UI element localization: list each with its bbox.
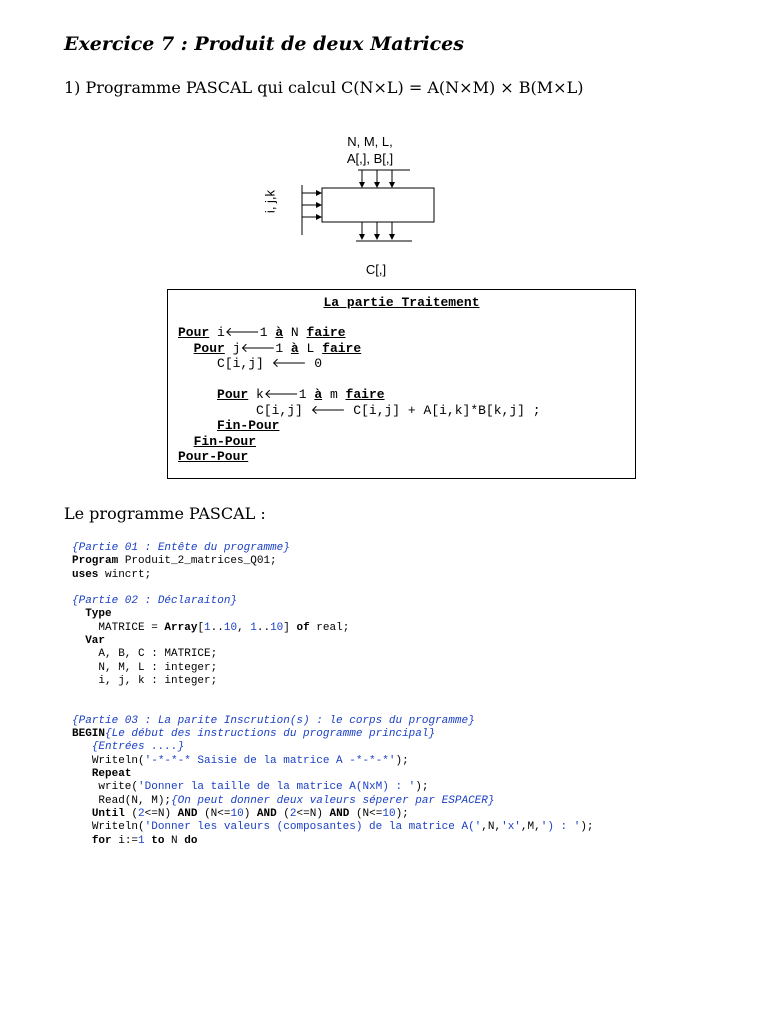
kw-pour: Pour xyxy=(178,325,210,340)
kw-pour: Pour xyxy=(193,340,225,356)
algo-text: k xyxy=(248,387,264,402)
code-keyword: for xyxy=(91,834,112,847)
code-number: 10 xyxy=(223,621,238,634)
code-text: (N<= xyxy=(197,807,231,820)
code-text: i:= xyxy=(111,834,139,847)
code-number: 10 xyxy=(382,807,396,820)
kw-a: à xyxy=(290,340,299,356)
algo-text: C[i,j] xyxy=(256,402,311,418)
kw-a: à xyxy=(314,387,323,402)
code-text: ); xyxy=(395,807,409,820)
code-comment: {Partie 03 : La parite Inscrution(s) : le corps du programme} xyxy=(72,714,475,727)
diagram-inputs-line1: N, M, L, xyxy=(347,134,393,149)
code-string: ') : ' xyxy=(540,821,581,834)
code-text: ] xyxy=(283,621,297,634)
code-text: ( xyxy=(124,807,139,820)
code-number: 1 xyxy=(204,621,211,634)
code-text: ( xyxy=(276,807,290,820)
code-keyword: AND xyxy=(256,807,277,820)
code-text: Writeln( xyxy=(91,754,145,767)
diagram-output-label: C[,] xyxy=(365,262,387,277)
code-number: 1 xyxy=(138,834,145,847)
code-number: 2 xyxy=(289,807,297,820)
kw-pour: Pour xyxy=(217,387,249,402)
algo-text: N xyxy=(283,325,307,340)
algo-text: 1 xyxy=(298,387,315,402)
algo-text: 1 xyxy=(275,340,291,356)
kw-faire: faire xyxy=(345,387,385,402)
code-keyword: AND xyxy=(329,807,350,820)
treatment-title: La partie Traitement xyxy=(323,295,480,310)
kw-fin-pour: Fin-Pour xyxy=(193,433,257,449)
code-keyword: Var xyxy=(85,635,106,648)
code-string: 'Donner la taille de la matrice A(NxM) : ' xyxy=(138,781,416,794)
code-text: ,M, xyxy=(520,821,541,834)
code-keyword: Program xyxy=(72,555,119,568)
kw-a: à xyxy=(275,325,284,340)
code-text: .. xyxy=(210,621,224,634)
code-string: 'Donner les valeurs (composantes) de la matrice A(' xyxy=(144,821,482,834)
code-keyword: do xyxy=(184,834,198,847)
assign-arrow-icon: 🡐 xyxy=(263,387,299,402)
algo-text: 1 xyxy=(259,325,276,340)
question-1: 1) Programme PASCAL qui calcul C(N×L) = A(N×M) × B(M×L) xyxy=(64,78,584,97)
code-text: ) xyxy=(243,807,257,820)
code-text: i, j, k : integer; xyxy=(98,674,218,687)
code-text: <=N) xyxy=(296,807,330,820)
code-keyword: uses xyxy=(72,568,99,581)
algorithm xyxy=(178,325,541,465)
algo-text: C[i,j] xyxy=(217,356,272,371)
kw-pour-pour: Pour-Pour xyxy=(178,449,249,464)
code-comment: {Entrées ....} xyxy=(91,741,185,754)
code-keyword: Array xyxy=(164,621,198,634)
treatment-box xyxy=(167,289,636,479)
program-label: Le programme PASCAL : xyxy=(64,504,266,523)
assign-arrow-icon: 🡐 xyxy=(224,325,260,340)
assign-arrow-icon: 🡐 xyxy=(240,340,276,356)
algo-text: C[i,j] + A[i,k]*B[k,j] ; xyxy=(345,402,541,418)
code-number: 10 xyxy=(270,621,284,634)
code-comment: {On peut donner deux valeurs séperer par ESPACER} xyxy=(171,794,495,807)
diagram-box xyxy=(322,188,434,222)
algo-text: i xyxy=(209,325,225,340)
code-keyword: Type xyxy=(85,608,112,621)
code-keyword: of xyxy=(296,621,310,634)
code-keyword: BEGIN xyxy=(72,728,106,741)
kw-faire: faire xyxy=(322,340,362,356)
code-string: 'x' xyxy=(501,821,521,834)
code-keyword: Until xyxy=(91,807,125,820)
code-comment: {Partie 01 : Entête du programme} xyxy=(72,542,290,554)
code-keyword: Repeat xyxy=(91,768,132,781)
code-text: [ xyxy=(197,621,205,634)
code-text: wincrt; xyxy=(98,568,152,581)
code-number: 2 xyxy=(138,807,145,820)
code-text: real; xyxy=(309,621,350,634)
assign-arrow-icon: 🡐 xyxy=(271,356,307,371)
code-comment: {Partie 02 : Déclaraiton} xyxy=(72,595,238,608)
algo-text: m xyxy=(322,387,346,402)
assign-arrow-icon: 🡐 xyxy=(310,402,346,418)
code-text: (N<= xyxy=(349,807,383,820)
code-text: ); xyxy=(395,754,409,767)
code-text: write( xyxy=(98,781,139,794)
code-listing xyxy=(72,542,594,848)
code-text: Produit_2_matrices_Q01; xyxy=(118,555,277,568)
block-diagram xyxy=(290,165,450,245)
algo-text: j xyxy=(224,340,241,356)
code-text: Read(N, M); xyxy=(98,794,172,807)
code-text: <=N) xyxy=(144,807,178,820)
code-text: A, B, C : MATRICE; xyxy=(98,648,218,661)
code-text: MATRICE = xyxy=(98,621,165,634)
code-text: , xyxy=(237,621,251,634)
algo-text: 0 xyxy=(306,356,323,371)
code-number: 1 xyxy=(250,621,257,634)
code-keyword: to xyxy=(144,834,165,847)
code-text: Writeln( xyxy=(91,821,145,834)
code-text: ); xyxy=(580,821,594,834)
exercise-title: Exercice 7 : Produit de deux Matrices xyxy=(64,33,464,55)
diagram-inputs-label xyxy=(330,133,410,167)
code-text: ,N, xyxy=(481,821,502,834)
algo-text: L xyxy=(298,340,323,356)
diagram-inputs-line2: A[,], B[,] xyxy=(346,151,394,166)
code-comment: {Le début des instructions du programme principal} xyxy=(105,728,436,741)
kw-fin-pour: Fin-Pour xyxy=(217,418,280,433)
code-text: N, M, L : integer; xyxy=(98,661,218,674)
code-number: 10 xyxy=(230,807,244,820)
code-text: N xyxy=(164,834,185,847)
code-text: ); xyxy=(415,781,429,794)
diagram-side-label: i, j,k xyxy=(262,189,278,214)
kw-faire: faire xyxy=(306,325,346,340)
code-text: .. xyxy=(256,621,271,634)
code-string: '-*-*-* Saisie de la matrice A -*-*-*' xyxy=(144,754,396,767)
code-keyword: AND xyxy=(177,807,198,820)
